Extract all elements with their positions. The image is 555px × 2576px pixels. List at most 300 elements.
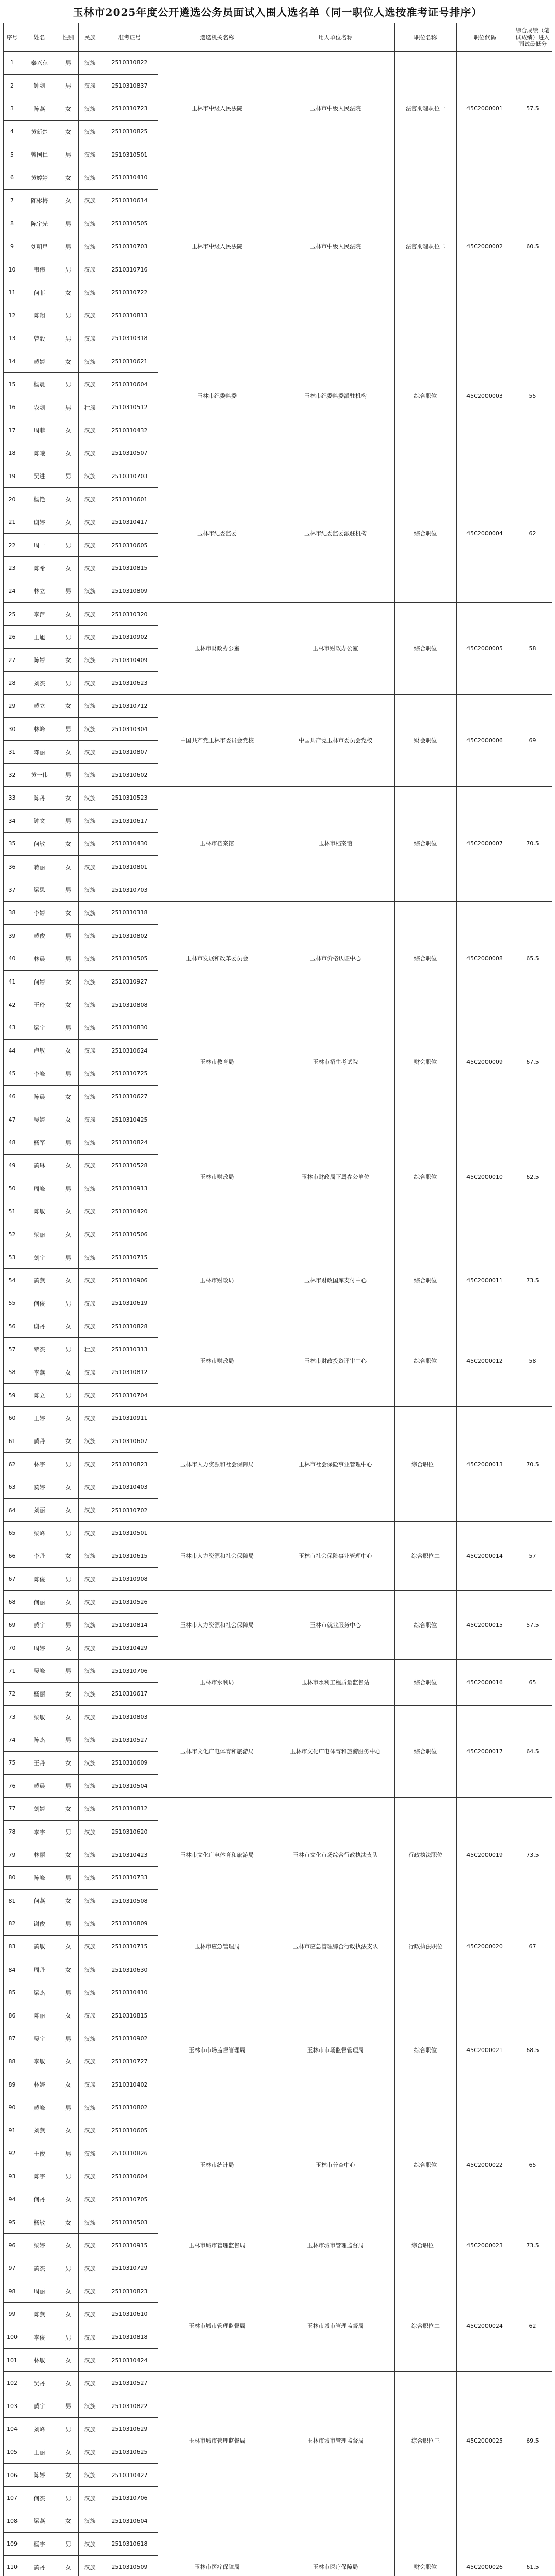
table-cell: 壮族 <box>79 1338 101 1361</box>
table-cell: 18 <box>4 442 21 465</box>
table-cell: 女 <box>58 1705 79 1728</box>
table-cell: 2510310729 <box>101 2257 158 2280</box>
table-cell: 梁宇 <box>21 1016 58 1039</box>
table-cell: 曾国仁 <box>21 143 58 166</box>
table-cell: 男 <box>58 1912 79 1936</box>
table-cell: 汉族 <box>79 2027 101 2050</box>
table-cell: 女 <box>58 442 79 465</box>
table-row <box>4 2280 552 2303</box>
table-cell: 女 <box>58 993 79 1016</box>
table-cell: 44 <box>4 1039 21 1062</box>
group-cell-code: 45C2000010 <box>457 1108 513 1246</box>
table-cell: 女 <box>58 1545 79 1568</box>
table-cell: 36 <box>4 855 21 878</box>
table-cell: 31 <box>4 740 21 764</box>
table-cell: 汉族 <box>79 2142 101 2165</box>
group-cell-unit: 玉林市水利工程质量监督站 <box>276 1659 395 1705</box>
group-cell-score: 57.5 <box>513 1590 552 1659</box>
group-cell-post: 综合职位二 <box>395 2280 457 2371</box>
group-cell-post: 行政执法职位 <box>395 1798 457 1912</box>
table-cell: 汉族 <box>79 1705 101 1728</box>
table-cell: 1 <box>4 52 21 75</box>
table-cell: 周一 <box>21 534 58 557</box>
table-cell: 2510310716 <box>101 258 158 281</box>
table-cell: 陈婷 <box>21 2464 58 2487</box>
table-cell: 2510310617 <box>101 1683 158 1706</box>
table-cell: 2510310722 <box>101 281 158 304</box>
table-cell: 91 <box>4 2119 21 2142</box>
group-cell-score: 73.5 <box>513 2211 552 2280</box>
table-cell: 汉族 <box>79 2326 101 2349</box>
table-cell: 103 <box>4 2395 21 2418</box>
table-cell: 101 <box>4 2349 21 2372</box>
table-cell: 周婷 <box>21 1636 58 1659</box>
table-cell: 2510310619 <box>101 1292 158 1315</box>
table-cell: 2510310604 <box>101 2165 158 2188</box>
table-cell: 梁婷 <box>21 2234 58 2257</box>
group-cell-unit: 玉林市中级人民法院 <box>276 52 395 166</box>
table-cell: 83 <box>4 1935 21 1958</box>
group-cell-unit: 玉林市城市管理监督局 <box>276 2371 395 2510</box>
table-cell: 汉族 <box>79 304 101 327</box>
table-cell: 汉族 <box>79 603 101 626</box>
group-cell-unit: 玉林市招生考试院 <box>276 1016 395 1108</box>
table-cell: 女 <box>58 1085 79 1108</box>
table-cell: 2510310803 <box>101 1705 158 1728</box>
table-cell: 2510310610 <box>101 2303 158 2326</box>
table-cell: 53 <box>4 1246 21 1269</box>
table-cell: 88 <box>4 2050 21 2073</box>
table-cell: 女 <box>58 740 79 764</box>
group-cell-post: 行政执法职位 <box>395 1912 457 1981</box>
table-cell: 汉族 <box>79 2441 101 2464</box>
group-cell-score: 65 <box>513 2119 552 2211</box>
table-cell: 男 <box>58 1774 79 1798</box>
table-cell: 2510310703 <box>101 465 158 488</box>
table-cell: 男 <box>58 625 79 649</box>
table-row <box>4 1798 552 1821</box>
table-cell: 75 <box>4 1751 21 1774</box>
table-cell: 38 <box>4 901 21 924</box>
table-cell: 汉族 <box>79 2533 101 2556</box>
table-cell: 26 <box>4 625 21 649</box>
table-cell: 男 <box>58 1246 79 1269</box>
table-cell: 9 <box>4 235 21 258</box>
table-cell: 男 <box>58 2027 79 2050</box>
table-cell: 2510310706 <box>101 1659 158 1683</box>
table-cell: 女 <box>58 2349 79 2372</box>
group-cell-post: 财会职位 <box>395 694 457 786</box>
table-cell: 女 <box>58 1476 79 1499</box>
table-cell: 55 <box>4 1292 21 1315</box>
group-cell-unit: 玉林市档案馆 <box>276 787 395 902</box>
group-cell-score: 62.5 <box>513 1108 552 1246</box>
group-cell-unit: 玉林市市场监督管理局 <box>276 1981 395 2119</box>
table-cell: 女 <box>58 511 79 534</box>
table-cell: 汉族 <box>79 212 101 235</box>
table-cell: 2510310808 <box>101 993 158 1016</box>
table-cell: 女 <box>58 1499 79 1522</box>
table-cell: 90 <box>4 2096 21 2119</box>
table-cell: 汉族 <box>79 2073 101 2096</box>
table-row <box>4 327 552 350</box>
table-cell: 2510310902 <box>101 2027 158 2050</box>
table-cell: 5 <box>4 143 21 166</box>
table-cell: 2510310813 <box>101 304 158 327</box>
table-cell: 2510310509 <box>101 2555 158 2576</box>
table-cell: 女 <box>58 1636 79 1659</box>
table-cell: 女 <box>58 1751 79 1774</box>
table-cell: 女 <box>58 1889 79 1912</box>
table-cell: 46 <box>4 1085 21 1108</box>
table-cell: 8 <box>4 212 21 235</box>
table-cell: 汉族 <box>79 1683 101 1706</box>
table-cell: 男 <box>58 1292 79 1315</box>
table-cell: 李宇 <box>21 1820 58 1843</box>
table-cell: 男 <box>58 327 79 350</box>
table-cell: 男 <box>58 1016 79 1039</box>
table-cell: 61 <box>4 1430 21 1453</box>
table-cell: 汉族 <box>79 97 101 121</box>
group-cell-post: 综合职位 <box>395 465 457 603</box>
group-cell-organ: 玉林市文化广电体育和旅游局 <box>158 1705 276 1797</box>
table-cell: 汉族 <box>79 373 101 396</box>
table-cell: 黄峰 <box>21 2096 58 2119</box>
table-cell: 87 <box>4 2027 21 2050</box>
group-cell-code: 45C2000013 <box>457 1407 513 1522</box>
table-cell: 汉族 <box>79 2188 101 2211</box>
table-cell: 59 <box>4 1384 21 1407</box>
table-cell: 2510310902 <box>101 625 158 649</box>
table-cell: 男 <box>58 1659 79 1683</box>
table-cell: 汉族 <box>79 419 101 442</box>
group-cell-score: 67 <box>513 1912 552 1981</box>
table-cell: 钟文 <box>21 809 58 833</box>
table-cell: 男 <box>58 534 79 557</box>
group-cell-score: 57.5 <box>513 52 552 166</box>
table-cell: 2510310706 <box>101 2486 158 2510</box>
table-cell: 汉族 <box>79 2510 101 2533</box>
group-cell-score: 65 <box>513 1659 552 1705</box>
table-cell: 刘峰 <box>21 2418 58 2441</box>
table-cell: 黄宇 <box>21 2395 58 2418</box>
group-cell-post: 综合职位 <box>395 1590 457 1659</box>
group-cell-code: 45C2000024 <box>457 2280 513 2371</box>
group-cell-post: 综合职位一 <box>395 1407 457 1522</box>
table-cell: 梁燕 <box>21 2510 58 2533</box>
table-cell: 汉族 <box>79 2096 101 2119</box>
table-cell: 女 <box>58 2280 79 2303</box>
table-cell: 93 <box>4 2165 21 2188</box>
table-cell: 2510310823 <box>101 1453 158 1476</box>
table-cell: 女 <box>58 1223 79 1246</box>
table-cell: 何婷 <box>21 970 58 993</box>
table-cell: 女 <box>58 2073 79 2096</box>
table-cell: 67 <box>4 1568 21 1591</box>
table-cell: 汉族 <box>79 2555 101 2576</box>
table-cell: 50 <box>4 1177 21 1200</box>
table-cell: 女 <box>58 1407 79 1430</box>
table-cell: 69 <box>4 1614 21 1637</box>
group-cell-unit: 玉林市城市管理监督局 <box>276 2211 395 2280</box>
table-cell: 梁思 <box>21 878 58 902</box>
table-cell: 女 <box>58 1798 79 1821</box>
header-cell: 民族 <box>79 23 101 52</box>
table-cell: 2510310409 <box>101 649 158 672</box>
table-cell: 23 <box>4 557 21 580</box>
table-cell: 2510310715 <box>101 1246 158 1269</box>
table-cell: 男 <box>58 2486 79 2510</box>
table-cell: 89 <box>4 2073 21 2096</box>
table-cell: 汉族 <box>79 1958 101 1981</box>
group-cell-code: 45C2000009 <box>457 1016 513 1108</box>
table-cell: 62 <box>4 1453 21 1476</box>
table-cell: 女 <box>58 1361 79 1384</box>
table-cell: 2510310913 <box>101 1177 158 1200</box>
table-cell: 汉族 <box>79 2486 101 2510</box>
table-cell: 2510310627 <box>101 1085 158 1108</box>
table-cell: 2510310507 <box>101 442 158 465</box>
table-cell: 2510310512 <box>101 396 158 419</box>
table-cell: 男 <box>58 1866 79 1889</box>
table-cell: 2510310825 <box>101 120 158 143</box>
table-cell: 27 <box>4 649 21 672</box>
table-cell: 2510310705 <box>101 2188 158 2211</box>
table-cell: 2510310618 <box>101 2533 158 2556</box>
table-cell: 2510310822 <box>101 52 158 75</box>
table-cell: 98 <box>4 2280 21 2303</box>
table-cell: 32 <box>4 764 21 787</box>
table-cell: 女 <box>58 2303 79 2326</box>
table-cell: 李峰 <box>21 1062 58 1086</box>
table-cell: 汉族 <box>79 1568 101 1591</box>
group-cell-post: 综合职位 <box>395 1981 457 2119</box>
table-cell: 吴宇 <box>21 2027 58 2050</box>
table-cell: 2510310505 <box>101 947 158 971</box>
table-cell: 51 <box>4 1200 21 1223</box>
group-cell-post: 综合职位 <box>395 1705 457 1797</box>
table-cell: 蒋丽 <box>21 855 58 878</box>
table-cell: 19 <box>4 465 21 488</box>
table-cell: 汉族 <box>79 1108 101 1131</box>
table-cell: 刘丽 <box>21 1499 58 1522</box>
table-cell: 2510310432 <box>101 419 158 442</box>
table-cell: 汉族 <box>79 281 101 304</box>
table-cell: 2510310809 <box>101 580 158 603</box>
table-row <box>4 2211 552 2234</box>
group-cell-post: 法官助理职位一 <box>395 52 457 166</box>
table-cell: 14 <box>4 350 21 373</box>
table-cell: 吴丹 <box>21 2371 58 2395</box>
group-cell-post: 综合职位 <box>395 2119 457 2211</box>
table-cell: 梁丽 <box>21 1223 58 1246</box>
table-cell: 何丹 <box>21 2188 58 2211</box>
group-cell-organ: 中国共产党玉林市委员会党校 <box>158 694 276 786</box>
table-row <box>4 1522 552 1545</box>
table-cell: 汉族 <box>79 924 101 947</box>
table-cell: 林丽 <box>21 1843 58 1867</box>
table-cell: 2510310304 <box>101 718 158 741</box>
table-cell: 2510310427 <box>101 2464 158 2487</box>
table-cell: 男 <box>58 1062 79 1086</box>
table-cell: 汉族 <box>79 1728 101 1752</box>
candidate-table-wrap <box>3 23 552 2576</box>
table-cell: 45 <box>4 1062 21 1086</box>
table-cell: 2510310526 <box>101 1590 158 1614</box>
table-cell: 2510310625 <box>101 2441 158 2464</box>
table-cell: 汉族 <box>79 1177 101 1200</box>
table-cell: 女 <box>58 1200 79 1223</box>
table-cell: 2510310601 <box>101 488 158 511</box>
table-cell: 男 <box>58 672 79 695</box>
group-cell-code: 45C2000016 <box>457 1659 513 1705</box>
group-cell-code: 45C2000025 <box>457 2371 513 2510</box>
table-cell: 刘宇 <box>21 1246 58 1269</box>
group-cell-post: 综合职位 <box>395 901 457 1016</box>
table-cell: 黄宇 <box>21 1614 58 1637</box>
table-cell: 汉族 <box>79 1154 101 1177</box>
table-cell: 80 <box>4 1866 21 1889</box>
table-cell: 40 <box>4 947 21 971</box>
table-cell: 男 <box>58 396 79 419</box>
table-cell: 黄琳 <box>21 1154 58 1177</box>
group-cell-code: 45C2000023 <box>457 2211 513 2280</box>
table-cell: 92 <box>4 2142 21 2165</box>
table-cell: 陈敏 <box>21 1200 58 1223</box>
table-cell: 2510310318 <box>101 327 158 350</box>
table-cell: 汉族 <box>79 764 101 787</box>
table-cell: 女 <box>58 97 79 121</box>
group-cell-score: 69.5 <box>513 2371 552 2510</box>
group-cell-unit: 玉林市社会保险事业管理中心 <box>276 1407 395 1522</box>
table-cell: 陈婷 <box>21 649 58 672</box>
table-cell: 汉族 <box>79 1384 101 1407</box>
table-cell: 15 <box>4 373 21 396</box>
table-cell: 黄立 <box>21 694 58 718</box>
table-cell: 60 <box>4 1407 21 1430</box>
table-cell: 汉族 <box>79 2371 101 2395</box>
table-cell: 106 <box>4 2464 21 2487</box>
table-cell: 107 <box>4 2486 21 2510</box>
table-cell: 吴婷 <box>21 1108 58 1131</box>
group-cell-organ: 玉林市纪委监委 <box>158 327 276 465</box>
table-cell: 男 <box>58 235 79 258</box>
group-cell-organ: 玉林市档案馆 <box>158 787 276 902</box>
group-cell-organ: 玉林市城市管理监督局 <box>158 2280 276 2371</box>
group-cell-organ: 玉林市水利局 <box>158 1659 276 1705</box>
table-cell: 王婷 <box>21 1407 58 1430</box>
table-cell: 82 <box>4 1912 21 1936</box>
table-cell: 汉族 <box>79 120 101 143</box>
table-row <box>4 166 552 189</box>
table-row <box>4 2119 552 2142</box>
table-cell: 102 <box>4 2371 21 2395</box>
table-cell: 汉族 <box>79 442 101 465</box>
table-cell: 女 <box>58 787 79 810</box>
table-cell: 汉族 <box>79 1798 101 1821</box>
table-cell: 汉族 <box>79 1912 101 1936</box>
table-cell: 汉族 <box>79 1269 101 1292</box>
table-cell: 林宇 <box>21 1453 58 1476</box>
table-cell: 37 <box>4 878 21 902</box>
group-cell-unit: 玉林市医疗保障局 <box>276 2510 395 2576</box>
table-cell: 陈丹 <box>21 787 58 810</box>
table-cell: 黄燕 <box>21 1269 58 1292</box>
group-cell-unit: 玉林市中级人民法院 <box>276 166 395 327</box>
group-cell-post: 综合职位 <box>395 603 457 694</box>
group-cell-code: 45C2000001 <box>457 52 513 166</box>
table-cell: 陈丽 <box>21 2004 58 2027</box>
table-row <box>4 694 552 718</box>
table-cell: 4 <box>4 120 21 143</box>
table-cell: 男 <box>58 2096 79 2119</box>
group-cell-organ: 玉林市人力资源和社会保障局 <box>158 1407 276 1522</box>
table-cell: 汉族 <box>79 672 101 695</box>
table-row <box>4 1108 552 1131</box>
table-cell: 汉族 <box>79 1476 101 1499</box>
table-cell: 李婷 <box>21 901 58 924</box>
table-cell: 女 <box>58 1430 79 1453</box>
group-cell-unit: 玉林市就业服务中心 <box>276 1590 395 1659</box>
table-cell: 28 <box>4 672 21 695</box>
table-cell: 2510310420 <box>101 1200 158 1223</box>
group-cell-post: 综合职位 <box>395 1315 457 1406</box>
group-cell-unit: 玉林市纪委监委派驻机构 <box>276 465 395 603</box>
group-cell-organ: 玉林市医疗保障局 <box>158 2510 276 2576</box>
table-cell: 97 <box>4 2257 21 2280</box>
table-cell: 陈峰 <box>21 1866 58 1889</box>
group-cell-code: 45C2000012 <box>457 1315 513 1406</box>
table-cell: 2510310703 <box>101 235 158 258</box>
table-row <box>4 1315 552 1338</box>
table-cell: 10 <box>4 258 21 281</box>
table-cell: 女 <box>58 488 79 511</box>
table-cell: 黄婷 <box>21 350 58 373</box>
table-cell: 女 <box>58 2050 79 2073</box>
table-cell: 女 <box>58 2510 79 2533</box>
table-cell: 汉族 <box>79 2349 101 2372</box>
table-cell: 女 <box>58 1843 79 1867</box>
table-cell: 何燕 <box>21 1889 58 1912</box>
group-cell-score: 68.5 <box>513 1981 552 2119</box>
table-cell: 30 <box>4 718 21 741</box>
table-cell: 汉族 <box>79 189 101 212</box>
table-cell: 杨丽 <box>21 1683 58 1706</box>
table-cell: 女 <box>58 120 79 143</box>
table-cell: 汉族 <box>79 1292 101 1315</box>
table-cell: 何杰 <box>21 2486 58 2510</box>
table-cell: 杨艳 <box>21 488 58 511</box>
table-cell: 黄杰 <box>21 2257 58 2280</box>
table-cell: 汉族 <box>79 855 101 878</box>
group-cell-unit: 玉林市文化广电体育和旅游服务中心 <box>276 1705 395 1797</box>
page-title: 玉林市2025年度公开遴选公务员面试入围人选名单（同一职位人选按准考证号排序） <box>73 6 482 19</box>
table-cell: 2510310809 <box>101 1912 158 1936</box>
table-cell: 2510310927 <box>101 970 158 993</box>
table-cell: 2510310425 <box>101 1108 158 1131</box>
table-cell: 男 <box>58 212 79 235</box>
group-cell-organ: 玉林市财政局 <box>158 1246 276 1315</box>
table-cell: 2510310527 <box>101 1728 158 1752</box>
table-cell: 梁峰 <box>21 1522 58 1545</box>
table-cell: 男 <box>58 1981 79 2004</box>
table-cell: 25 <box>4 603 21 626</box>
table-cell: 男 <box>58 1177 79 1200</box>
table-cell: 2 <box>4 74 21 97</box>
table-cell: 女 <box>58 189 79 212</box>
table-cell: 13 <box>4 327 21 350</box>
table-cell: 57 <box>4 1338 21 1361</box>
